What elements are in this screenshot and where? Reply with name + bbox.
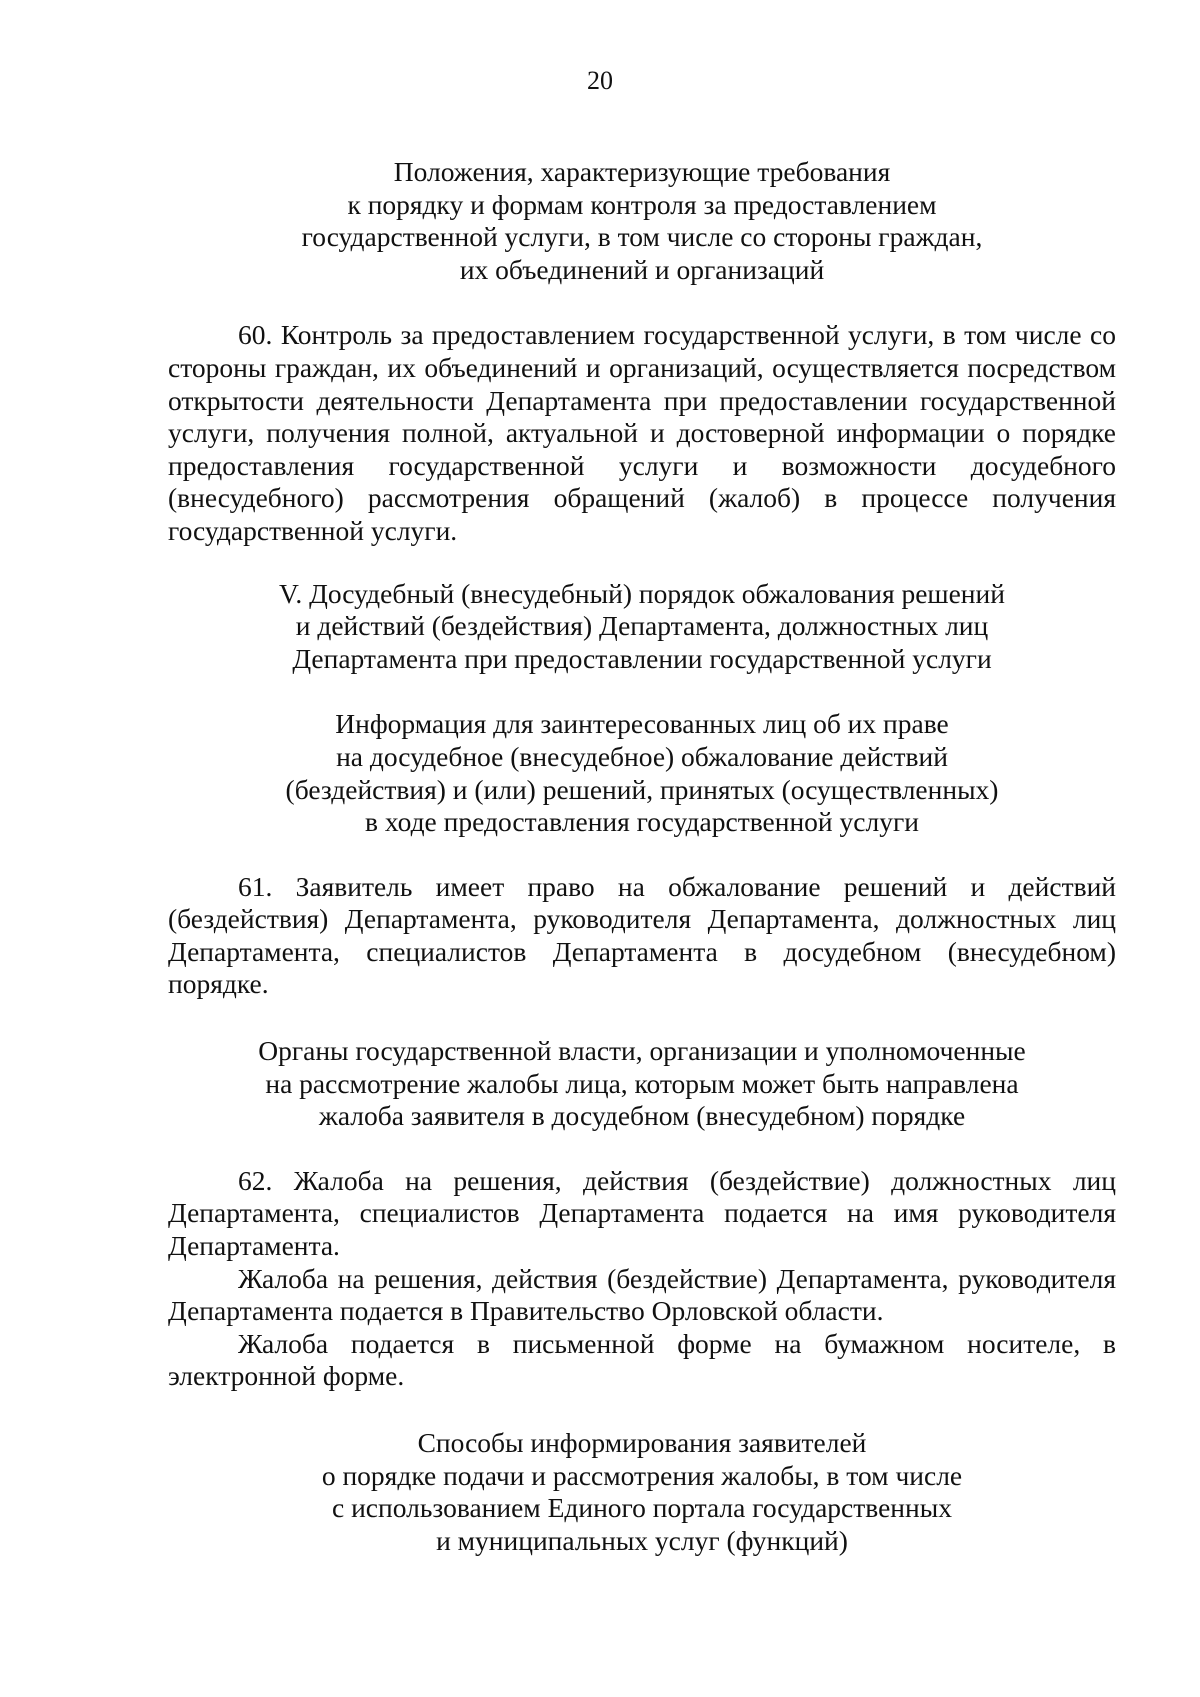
heading-line: Департамента при предоставлении государственной услуги bbox=[292, 642, 992, 674]
page-number: 20 bbox=[587, 66, 613, 95]
heading-line: (бездействия) и (или) решений, принятых (осуществленных) bbox=[285, 773, 999, 805]
heading-line: с использованием Единого портала государственных bbox=[332, 1492, 952, 1524]
heading-complaint-bodies bbox=[168, 1035, 1116, 1133]
heading-line: в ходе предоставления государственной услуги bbox=[365, 806, 919, 838]
heading-line: Органы государственной власти, организации и уполномоченные bbox=[258, 1035, 1026, 1067]
document-body bbox=[168, 156, 1116, 1557]
heading-line: и муниципальных услуг (функций) bbox=[436, 1524, 848, 1556]
heading-control-requirements bbox=[168, 156, 1116, 286]
paragraph-62-c: Жалоба подается в письменной форме на бумажном носителе, в электронной форме. bbox=[168, 1327, 1116, 1392]
heading-line: государственной услуги, в том числе со стороны граждан, bbox=[301, 221, 983, 253]
heading-line: на досудебное (внесудебное) обжалование действий bbox=[336, 740, 948, 772]
heading-appeal-rights bbox=[168, 708, 1116, 838]
heading-line: Информация для заинтересованных лиц об их праве bbox=[335, 708, 949, 740]
heading-line: их объединений и организаций bbox=[459, 253, 825, 285]
paragraph-62: 62. Жалоба на решения, действия (бездействие) должностных лиц Департамента, специалистов Департамента подается на имя руководителя Департамента. bbox=[168, 1164, 1116, 1262]
paragraph-60: 60. Контроль за предоставлением государственной услуги, в том числе со стороны граждан, их объединений и организаций, осуществляется посредством открытости деятельности Департамента при предоставлении государственной услуги, получения полной, актуальной и достоверной информации о порядке предоставления государственной услуги и возможности досудебного (внесудебного) рассмотрения обращений (жалоб) в процессе получения государственной услуги. bbox=[168, 319, 1116, 546]
paragraph-62-b: Жалоба на решения, действия (бездействие) Департамента, руководителя Департамента подается в Правительство Орловской области. bbox=[168, 1262, 1116, 1327]
paragraph-61: 61. Заявитель имеет право на обжалование решений и действий (бездействия) Департамента, руководителя Департамента, должностных лиц Департамента, специалистов Департамента в досудебном (внесудебном) порядке. bbox=[168, 870, 1116, 1000]
heading-informing-methods bbox=[168, 1427, 1116, 1557]
heading-line: на рассмотрение жалобы лица, которым может быть направлена bbox=[265, 1067, 1019, 1099]
heading-line: и действий (бездействия) Департамента, должностных лиц bbox=[295, 610, 989, 642]
heading-section-v bbox=[168, 578, 1116, 676]
heading-line: Способы информирования заявителей bbox=[417, 1427, 867, 1458]
heading-line: к порядку и формам контроля за предоставлением bbox=[347, 188, 937, 220]
heading-line: Положения, характеризующие требования bbox=[393, 156, 891, 187]
heading-line: V. Досудебный (внесудебный) порядок обжалования решений bbox=[279, 577, 1005, 609]
heading-line: о порядке подачи и рассмотрения жалобы, в том числе bbox=[321, 1459, 963, 1491]
heading-line: жалоба заявителя в досудебном (внесудебном) порядке bbox=[318, 1100, 966, 1132]
